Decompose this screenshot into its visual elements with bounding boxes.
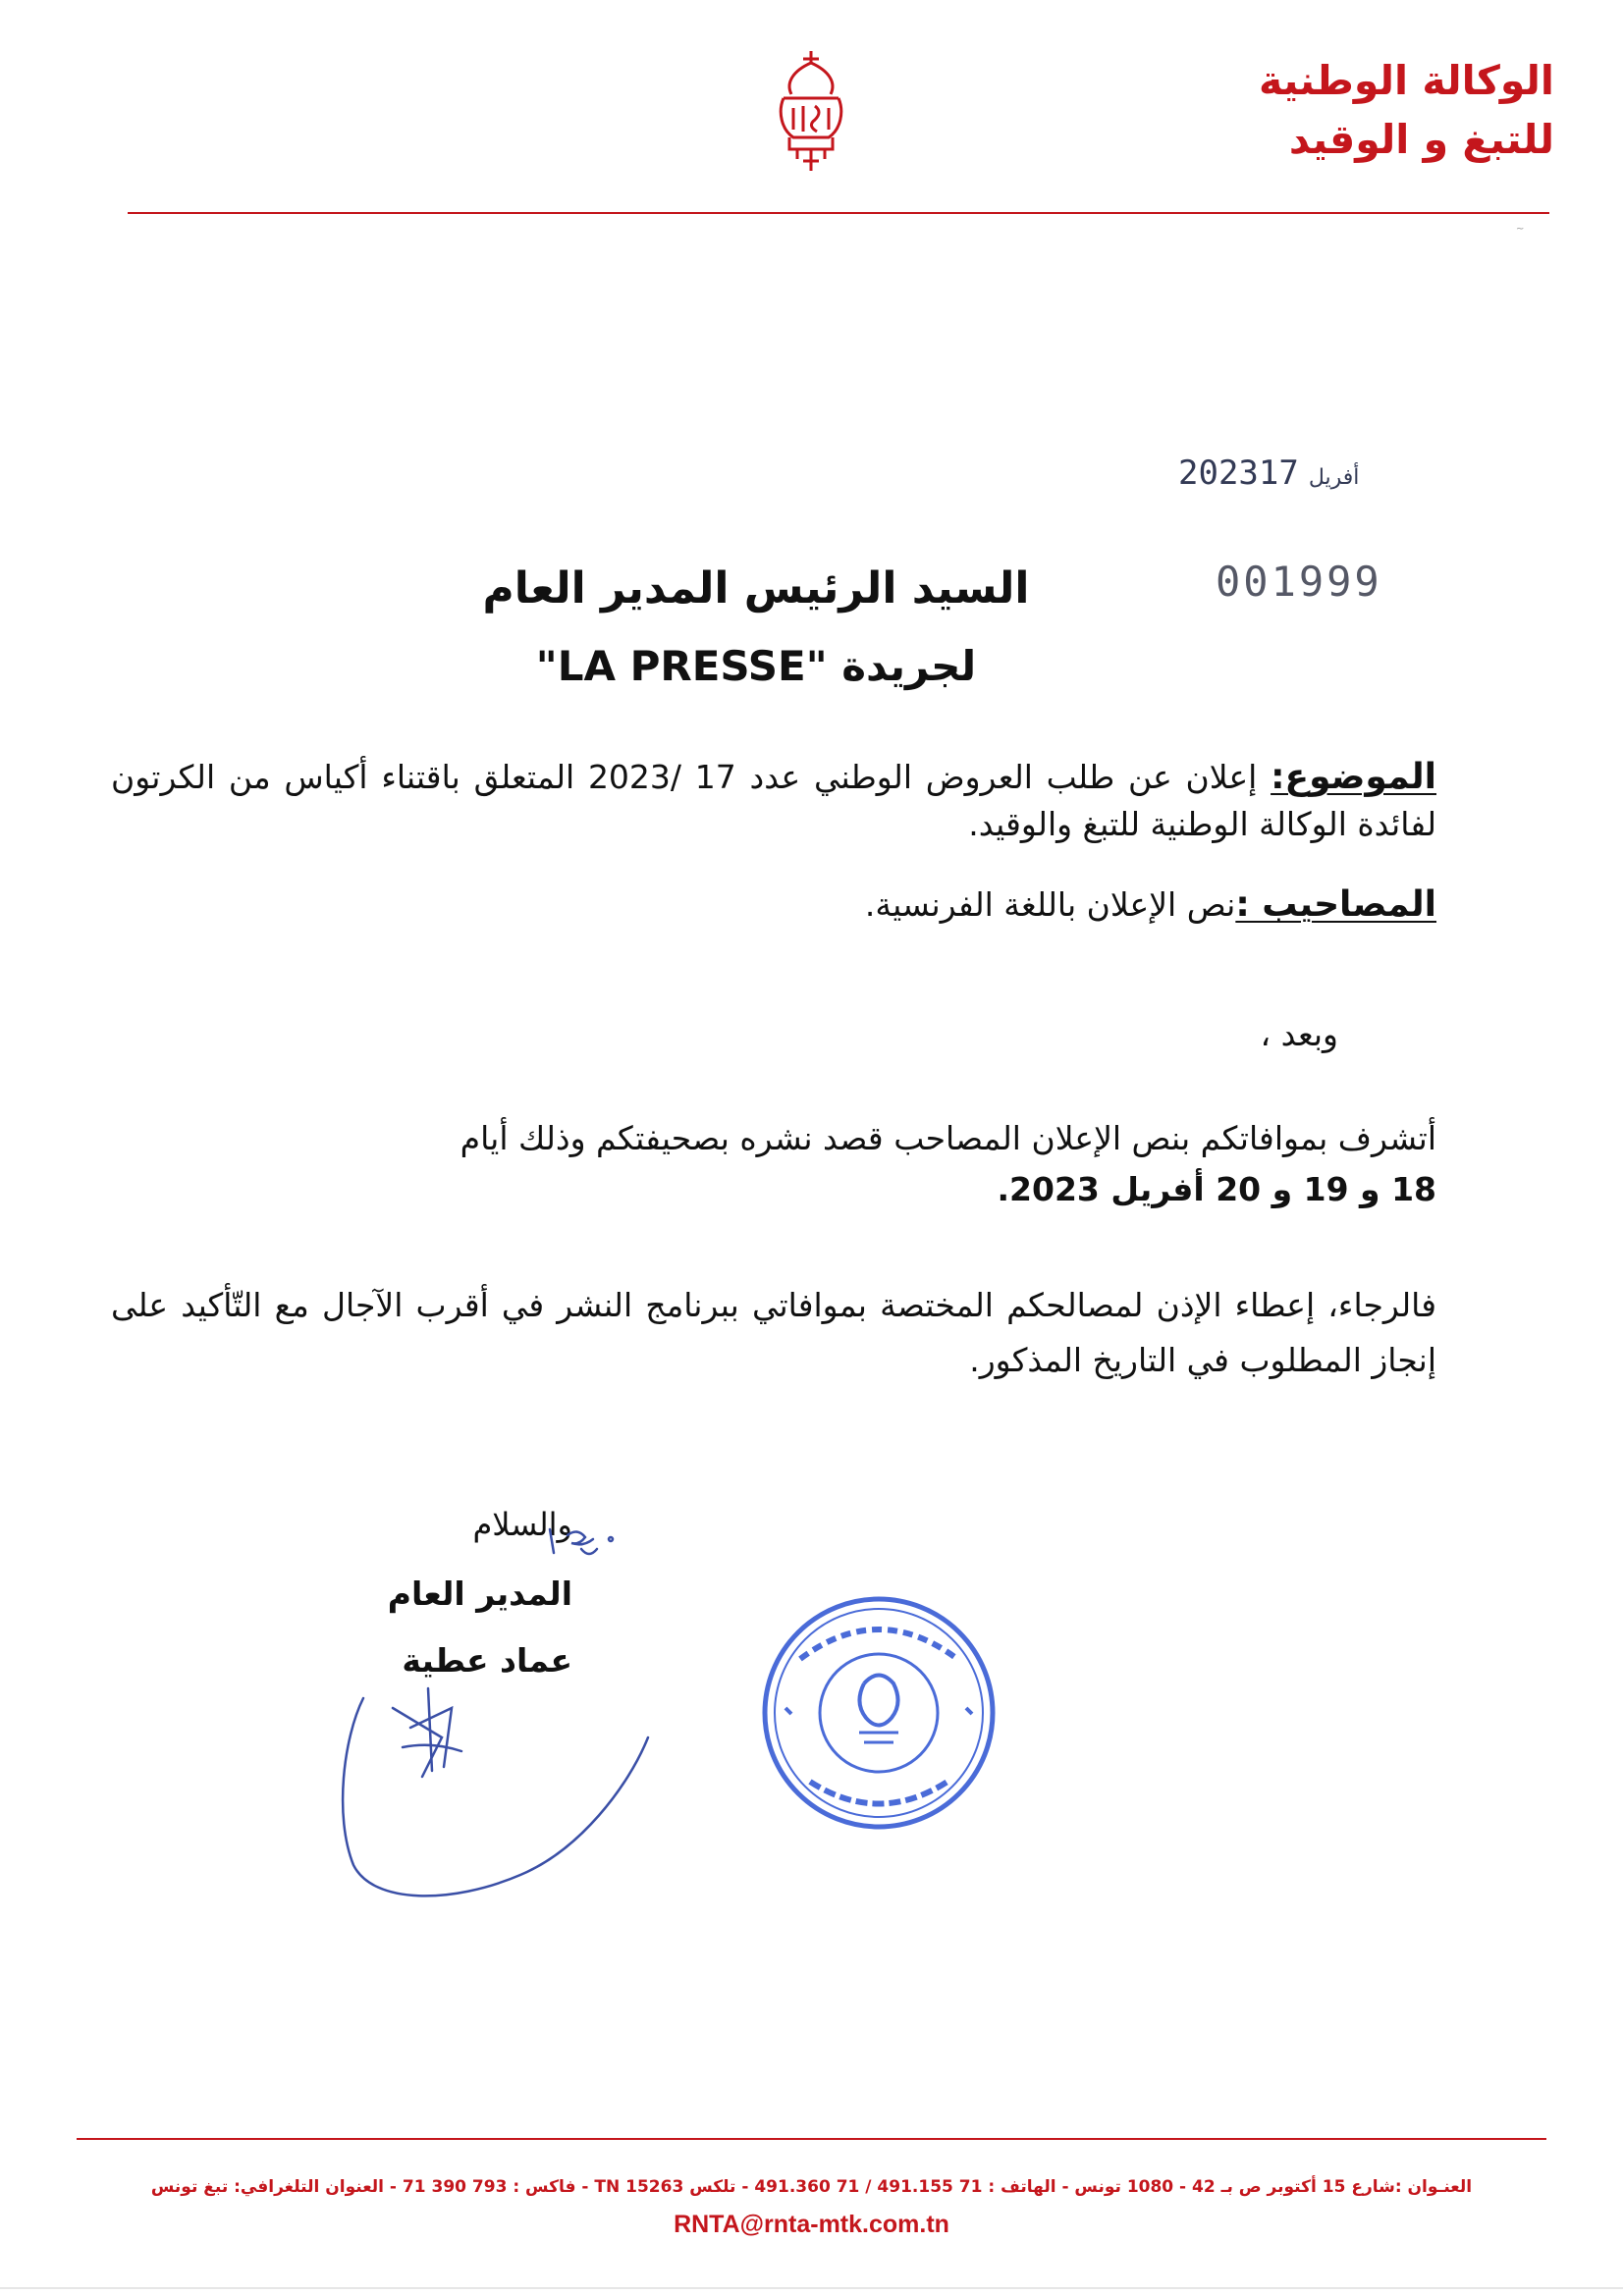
subject-section — [111, 754, 1436, 848]
date-stamp — [1178, 454, 1434, 493]
date-day: 17 — [1258, 454, 1299, 493]
body-paragraph-2: فالرجاء، إعطاء الإذن لمصالحكم المختصة بموافاتي ببرنامج النشر في أقرب الآجال مع التّأكيد على إنجاز المطلوب في التاريخ المذكور. — [111, 1286, 1436, 1379]
director-title: المدير العام — [387, 1575, 572, 1613]
subject-text: إعلان عن طلب العروض الوطني عدد 17 /2023 المتعلق باقتناء أكياس من الكرتون لفائدة الوكالة الوطنية للتبغ والوقيد. — [111, 758, 1436, 843]
page-edge — [0, 2287, 1623, 2289]
addressee-title: السيد الرئيس المدير العام — [482, 563, 1030, 614]
enclosures-label: المصاحيب : — [1235, 884, 1436, 925]
letterhead-org-name — [1259, 51, 1554, 169]
closing-salutation: والسلام — [472, 1506, 572, 1543]
body-paragraph-1 — [131, 1113, 1436, 1215]
footer-divider — [77, 2138, 1546, 2140]
official-seal-icon — [756, 1590, 1001, 1836]
org-name-line1: الوكالة الوطنية — [1258, 57, 1554, 104]
org-name-line2: للتبغ و الوقيد — [1288, 116, 1554, 163]
footer-address: العنـوان :شارع 15 أكتوبر ص بـ 42 - 1080 تونس - الهاتف : 71 491.155 / 71 491.360 - تلكس 15263 TN - فاكس : 793 390 71 - العنوان التلغرافي: تبغ تونس — [150, 2177, 1473, 2197]
enclosures-text: نص الإعلان باللغة الفرنسية. — [864, 885, 1236, 924]
enclosures-section — [111, 881, 1436, 929]
subject-label: الموضوع: — [1271, 757, 1436, 797]
handwritten-signature-icon — [334, 1669, 668, 1914]
date-year: 2023 — [1178, 454, 1259, 493]
director-name: عماد عطية — [402, 1641, 572, 1680]
agency-emblem-icon — [764, 47, 858, 175]
date-month: أفريل — [1308, 465, 1360, 490]
handwritten-initials-icon — [538, 1510, 636, 1569]
greeting: وبعد ، — [1260, 1015, 1338, 1053]
reference-number: 001999 — [1216, 558, 1382, 606]
addressee-newspaper: لجريدة "LA PRESSE" — [535, 642, 977, 690]
paragraph1-dates: 18 و 19 و 20 أفريل 2023. — [997, 1170, 1436, 1208]
header-divider — [128, 212, 1549, 214]
footer-email: RNTA@rnta-mtk.com.tn — [674, 2211, 949, 2238]
scan-mark: ~ — [1516, 224, 1525, 235]
paragraph1-text: أتشرف بموافاتكم بنص الإعلان المصاحب قصد نشره بصحيفتكم وذلك أيام — [460, 1119, 1436, 1157]
